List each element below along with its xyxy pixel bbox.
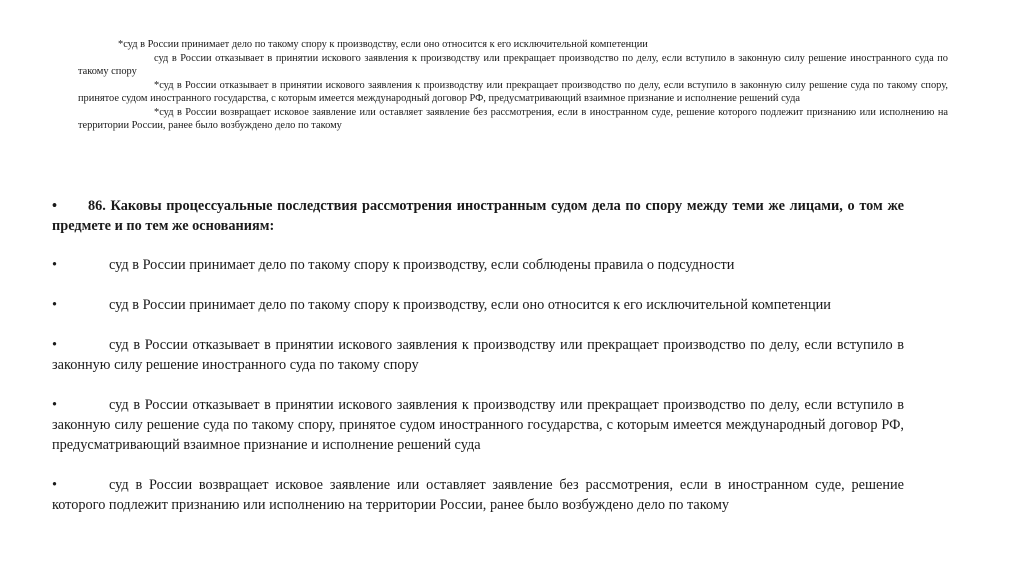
bullet-marker: • [52, 297, 58, 313]
answer-option-text: суд в России принимает дело по такому спору к производству, если оно относится к его исключительной компетенции [109, 297, 831, 313]
previous-answer-line: *суд в России отказывает в принятии искового заявления к производству или прекращает производство по делу, если вступило в законную силу решение суда по такому спору, принятое судом иностранного государства, с которым имеется международный договор РФ, предусматривающий взаимное признание и исполнение решений суда [78, 79, 948, 104]
bullet-marker: • [52, 198, 58, 214]
previous-answers-block [78, 38, 948, 133]
answer-option-text: суд в России возвращает исковое заявление или оставляет заявление без рассмотрения, если в иностранном суде, решение которого подлежит признанию или исполнению на территории России, ранее было возбуждено дело по такому [52, 477, 904, 513]
bullet-marker: • [52, 477, 58, 493]
answer-option [52, 395, 904, 455]
question-heading [52, 196, 904, 236]
bullet-marker: • [52, 397, 58, 413]
answer-option [52, 255, 904, 275]
previous-answer-line: *суд в России принимает дело по такому спору к производству, если оно относится к его исключительной компетенции [118, 39, 648, 50]
bullet-marker: • [52, 257, 58, 273]
question-block [52, 196, 904, 515]
answer-option [52, 295, 904, 315]
answer-option-text: суд в России отказывает в принятии искового заявления к производству или прекращает производство по делу, если вступило в законную силу решение суда по такому спору, принятое судом иностранного государства, с которым имеется международный договор РФ, предусматривающий взаимное признание и исполнение решений суда [52, 397, 904, 453]
previous-answer-line: *суд в России возвращает исковое заявление или оставляет заявление без рассмотрения, если в иностранном суде, решение которого подлежит признанию или исполнению на территории России, ранее было возбуждено дело по такому [78, 106, 948, 131]
answer-option [52, 475, 904, 515]
answer-option-text: суд в России принимает дело по такому спору к производству, если соблюдены правила о подсудности [109, 257, 735, 273]
question-text: 86. Каковы процессуальные последствия рассмотрения иностранным судом дела по спору между теми же лицами, о том же предмете и по тем же основаниям: [52, 198, 904, 234]
previous-answer-line: суд в России отказывает в принятии искового заявления к производству или прекращает производство по делу, если вступило в законную силу решение иностранного суда по такому спору [78, 52, 948, 77]
answer-option-text: суд в России отказывает в принятии искового заявления к производству или прекращает производство по делу, если вступило в законную силу решение иностранного суда по такому спору [52, 337, 904, 373]
bullet-marker: • [52, 337, 58, 353]
answer-option [52, 335, 904, 375]
